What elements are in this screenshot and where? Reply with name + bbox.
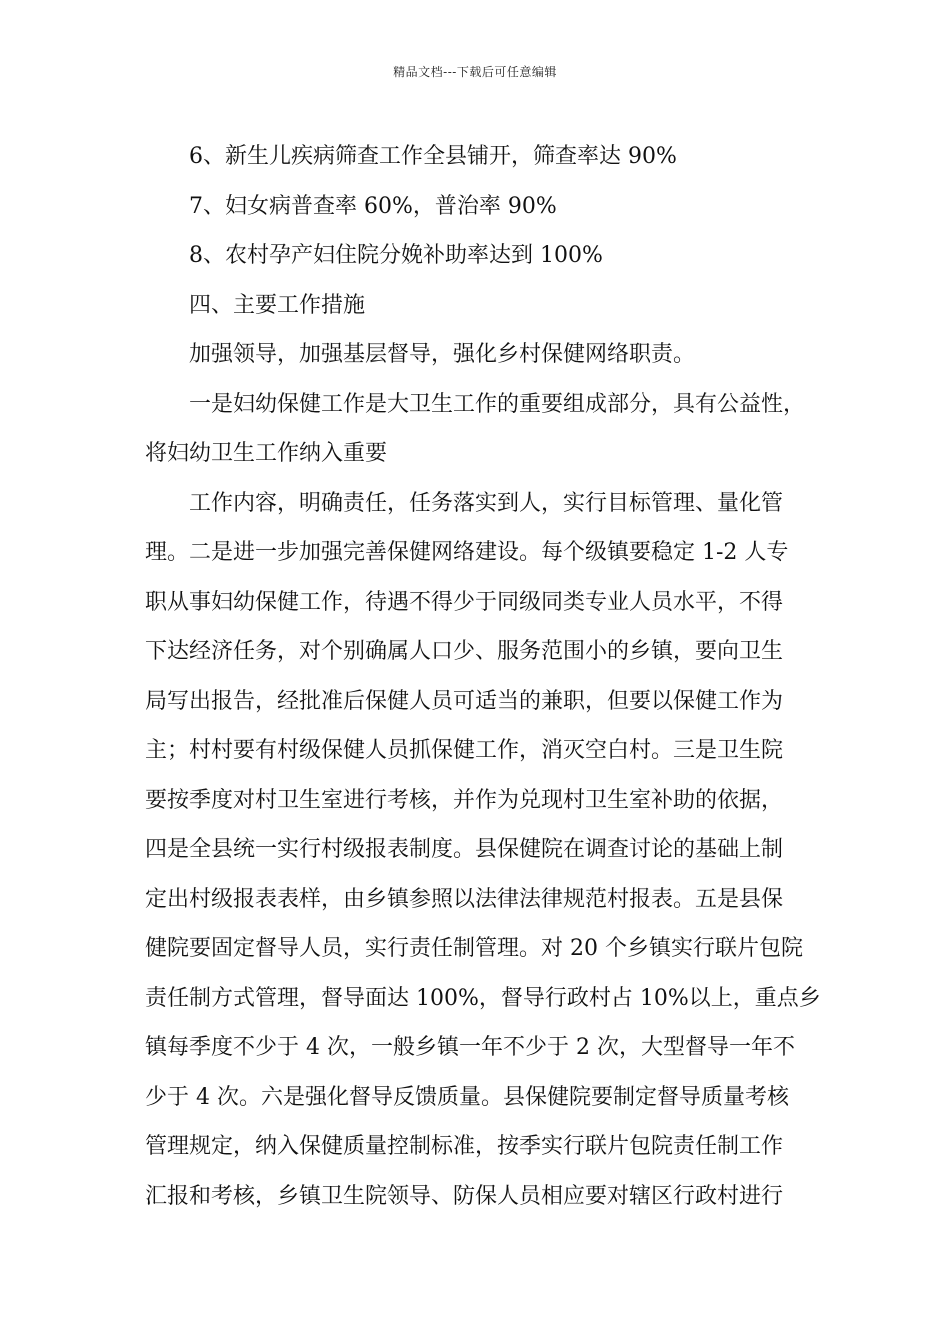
text-line-2: 7、妇女病普查率 60%，普治率 90% [189, 193, 557, 219]
text-line-12: 局写出报告，经批准后保健人员可适当的兼职，但要以保健工作为 [145, 688, 784, 714]
text-line-8: 工作内容，明确责任，任务落实到人，实行目标管理、量化管 [189, 490, 784, 516]
text-line-16: 定出村级报表表样，由乡镇参照以法律法律规范村报表。五是县保 [145, 886, 784, 912]
text-line-13: 主；村村要有村级保健人员抓保健工作，消灭空白村。三是卫生院 [145, 738, 784, 763]
text-line-18: 责任制方式管理，督导面达 100%，督导行政村占 10%以上，重点乡 [145, 985, 821, 1011]
text-line-10: 职从事妇幼保健工作，待遇不得少于同级同类专业人员水平，不得 [145, 589, 784, 615]
text-line-17: 健院要固定督导人员，实行责任制管理。对 20 个乡镇实行联片包院 [145, 936, 803, 961]
text-line-11: 下达经济任务，对个别确属人口少、服务范围小的乡镇，要向卫生 [145, 639, 784, 664]
text-line-15: 四是全县统一实行村级报表制度。县保健院在调查讨论的基础上制 [145, 837, 784, 862]
text-line-1: 6、新生儿疾病筛查工作全县铺开，筛查率达 90% [189, 144, 677, 169]
text-line-21: 管理规定，纳入保健质量控制标准，按季实行联片包院责任制工作 [145, 1134, 784, 1159]
text-line-19: 镇每季度不少于 4 次，一般乡镇一年不少于 2 次，大型督导一年不 [145, 1035, 795, 1060]
page-header: 精品文档---下载后可任意编辑 [393, 65, 557, 79]
document-body [145, 132, 821, 1221]
text-line-7: 将妇幼卫生工作纳入重要 [145, 441, 388, 466]
text-line-9: 理。二是进一步加强完善保健网络建设。每个级镇要稳定 1-2 人专 [145, 540, 789, 565]
text-line-6: 一是妇幼保健工作是大卫生工作的重要组成部分，具有公益性， [189, 391, 806, 417]
text-line-22: 汇报和考核，乡镇卫生院领导、防保人员相应要对辖区行政村进行 [145, 1183, 784, 1209]
text-line-3: 8、农村孕产妇住院分娩补助率达到 100% [189, 243, 603, 268]
text-line-5: 加强领导，加强基层督导，强化乡村保健网络职责。 [189, 342, 696, 367]
text-line-14: 要按季度对村卫生室进行考核，并作为兑现村卫生室补助的依据， [145, 787, 784, 813]
section-heading: 四、主要工作措施 [189, 292, 366, 318]
text-line-20: 少于 4 次。六是强化督导反馈质量。县保健院要制定督导质量考核 [145, 1084, 789, 1110]
